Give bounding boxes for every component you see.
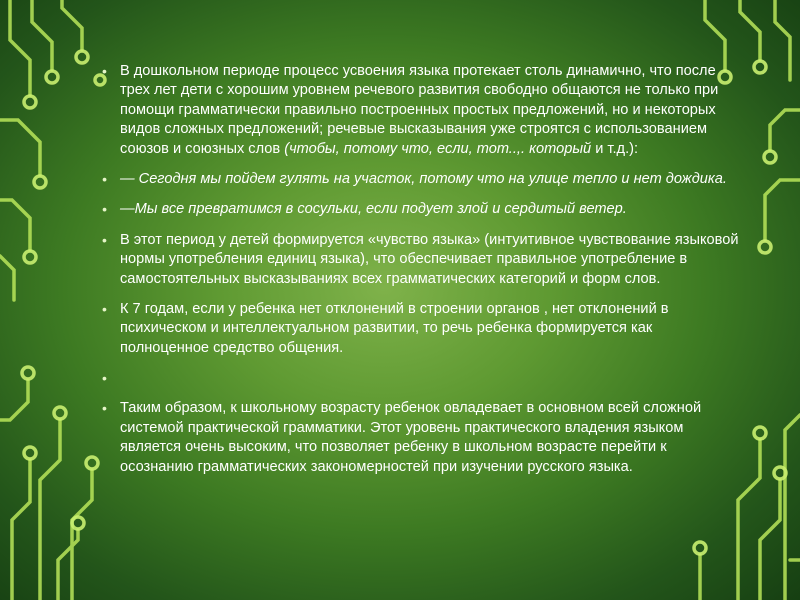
bullet-paragraph-2: [100, 231, 740, 289]
bullet-text: К 7 годам, если у ребенка нет отклонений в строении органов , нет отклонений в психическом и интеллектуальном развитии, то речь ребенка формируется как полноценное средство общения.: [120, 301, 669, 356]
bullet-empty: [100, 369, 740, 388]
bullet-example-2: [100, 200, 740, 219]
bullet-text: — Сегодня мы пойдем гулять на участок, потому что на улице тепло и нет дождика.: [120, 171, 727, 188]
slide-text-body: [100, 62, 740, 488]
bullet-paragraph-3: [100, 300, 740, 358]
bullet-text: —Мы все превратимся в сосульки, если подует злой и сердитый ветер.: [120, 201, 627, 218]
bullet-example-1: [100, 170, 740, 189]
bullet-text: В этот период у детей формируется «чувство языка» (интуитивное чувствование языковой нормы употребления единиц языка), что обеспечивает правильное употребление в самостоятельных высказываниях всех грамматических категорий и форм слов.: [120, 231, 739, 287]
bullet-paragraph-1: [100, 62, 740, 159]
bullet-italic-examples: (чтобы, потому что, если, тот..,. который: [284, 140, 592, 157]
bullet-text: Таким образом, к школьному возрасту ребенок овладевает в основном всей сложной системой практической грамматики. Этот уровень практического владения языком является очень высоким, что позволяет ребенку в школьном возрасте перейти к осознанию грамматических закономерностей при изучении русского языка.: [120, 400, 702, 475]
bullet-text: В дошкольном периоде процесс усвоения языка протекает столь динамично, что после трех лет дети с хорошим уровнем речевого развития свободно общаются не только при помощи грамматически правильно построенных простых предложений, но и некоторых видов сложных предложений; речевые высказывания уже строятся с использованием союзов и союзных слов: [120, 63, 719, 157]
bullet-paragraph-4: [100, 399, 740, 477]
bullet-text-tail: и т.д.):: [591, 140, 639, 157]
